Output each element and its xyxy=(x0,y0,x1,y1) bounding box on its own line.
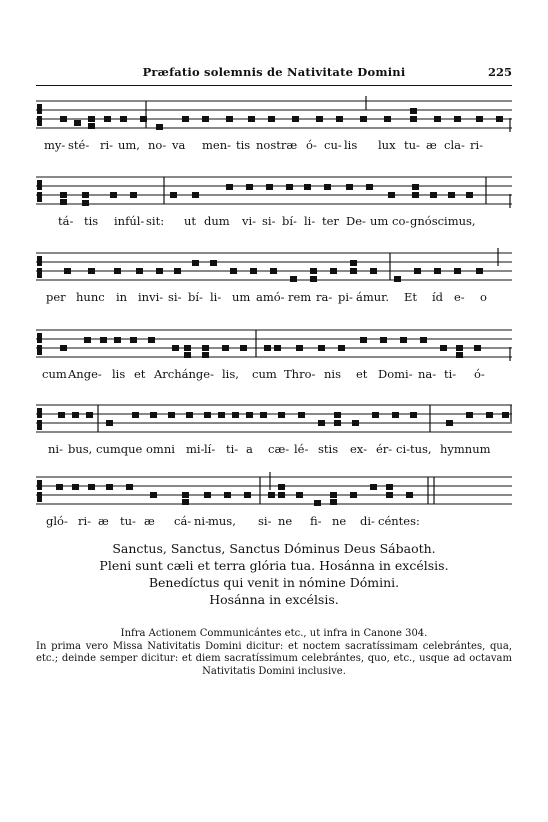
syllable: æ xyxy=(426,138,437,152)
c-clef-icon xyxy=(37,408,42,430)
syllable: æ xyxy=(98,514,109,528)
syllable: Thro- xyxy=(284,367,316,381)
syllable: Archánge- xyxy=(154,367,214,381)
syllable: gnóscimus, xyxy=(410,214,476,228)
syllable: Domi- xyxy=(378,367,413,381)
staff-4 xyxy=(34,325,514,365)
syllable: si- xyxy=(168,290,182,304)
syllable: li- xyxy=(210,290,222,304)
lyrics-line-3 xyxy=(34,290,514,308)
syllable: et xyxy=(356,367,368,381)
syllable: lis xyxy=(344,138,358,152)
syllable: bí- xyxy=(282,214,297,228)
staff-1 xyxy=(34,96,514,136)
syllable: stis xyxy=(318,442,339,456)
syllable: mi- xyxy=(186,442,205,456)
syllable: omni xyxy=(146,442,175,456)
rubric-communicantes: Infra Actionem Communicántes etc., ut infra in Canone 304. xyxy=(120,628,428,639)
syllable: Et xyxy=(404,290,418,304)
running-title: Præfatio solemnis de Nativitate Domini xyxy=(142,65,406,79)
syllable: cu- xyxy=(324,138,342,152)
lyrics-line-5 xyxy=(34,442,514,460)
header-rule xyxy=(36,85,512,86)
syllable: lis, xyxy=(222,367,239,381)
syllable: De- xyxy=(346,214,366,228)
syllable: ex- xyxy=(350,442,367,456)
syllable: infúl- xyxy=(114,214,145,228)
syllable: si- xyxy=(258,514,272,528)
syllable: cá- xyxy=(174,514,192,528)
c-clef-icon xyxy=(37,104,42,126)
syllable: pi- xyxy=(338,290,353,304)
syllable: ó- xyxy=(306,138,317,152)
syllable: ni- xyxy=(48,442,63,456)
syllable: lí- xyxy=(204,442,216,456)
syllable: um xyxy=(232,290,251,304)
syllable: bí- xyxy=(188,290,203,304)
syllable: æ xyxy=(144,514,155,528)
syllable: si- xyxy=(262,214,276,228)
syllable: um, xyxy=(118,138,140,152)
syllable: ri- xyxy=(100,138,114,152)
syllable: tu- xyxy=(120,514,136,528)
rubrics xyxy=(36,628,512,678)
syllable: ri- xyxy=(78,514,92,528)
syllable: nis xyxy=(324,367,341,381)
syllable: tis xyxy=(84,214,99,228)
syllable: íd xyxy=(432,290,444,304)
syllable: di- xyxy=(360,514,375,528)
syllable: ne xyxy=(332,514,347,528)
syllable: cæ- xyxy=(268,442,290,456)
syllable: e- xyxy=(454,290,465,304)
syllable: et xyxy=(134,367,146,381)
syllable: per xyxy=(46,290,66,304)
syllable: ti- xyxy=(444,367,457,381)
sanctus-text xyxy=(36,540,512,608)
syllable: hunc xyxy=(76,290,105,304)
syllable: my- xyxy=(44,138,66,152)
lyrics-line-1 xyxy=(34,138,514,156)
syllable: amó- xyxy=(256,290,285,304)
syllable: in xyxy=(116,290,128,304)
syllable: hymnum xyxy=(440,442,491,456)
syllable: va xyxy=(172,138,186,152)
syllable: ci- xyxy=(396,442,411,456)
staff-3 xyxy=(34,248,514,288)
syllable: ut xyxy=(184,214,197,228)
staff-5 xyxy=(34,400,514,440)
syllable: tis xyxy=(236,138,251,152)
staff-6 xyxy=(34,472,514,512)
syllable: sté- xyxy=(68,138,90,152)
syllable: tu- xyxy=(404,138,420,152)
syllable: ri- xyxy=(470,138,484,152)
syllable: o xyxy=(480,290,487,304)
syllable: no- xyxy=(148,138,167,152)
syllable: tus, xyxy=(410,442,432,456)
syllable: men- xyxy=(202,138,232,152)
syllable: invi- xyxy=(138,290,164,304)
syllable: co- xyxy=(392,214,410,228)
syllable: um xyxy=(370,214,389,228)
lyrics-line-4 xyxy=(34,367,514,385)
syllable: cumque xyxy=(96,442,143,456)
sanctus-line: Sanctus, Sanctus, Sanctus Dóminus Deus Sábaoth. xyxy=(112,541,436,556)
c-clef-icon xyxy=(37,180,42,202)
sanctus-line: Benedíctus qui venit in nómine Dómini. xyxy=(148,575,400,590)
syllable: ó- xyxy=(474,367,485,381)
sanctus-line: Pleni sunt cæli et terra glória tua. Hosánna in excélsis. xyxy=(99,558,449,573)
syllable: dum xyxy=(204,214,230,228)
syllable: sit: xyxy=(146,214,165,228)
syllable: lis xyxy=(112,367,126,381)
syllable: ter xyxy=(322,214,339,228)
lyrics-line-6 xyxy=(34,514,514,532)
c-clef-icon xyxy=(37,256,42,278)
syllable: li- xyxy=(304,214,316,228)
syllable: lux xyxy=(378,138,396,152)
syllable: a xyxy=(246,442,253,456)
syllable: Ange- xyxy=(68,367,102,381)
syllable: cum xyxy=(42,367,67,381)
c-clef-icon xyxy=(37,333,42,355)
syllable: ámur. xyxy=(356,290,390,304)
sanctus-line: Hosánna in excélsis. xyxy=(209,592,339,607)
syllable: rem xyxy=(288,290,312,304)
syllable: ne xyxy=(278,514,293,528)
rubric-prima-missa: In prima vero Missa Nativitatis Domini dicitur: et noctem sacratíssimam celebrántes, qua, etc.; deinde semper dicitur: et diem sacratíssimum celebrántes, quo, etc., usque ad octavam Nativitatis Domini inclusive. xyxy=(36,640,512,677)
syllable: ti- xyxy=(226,442,239,456)
lyrics-line-2 xyxy=(34,214,514,232)
c-clef-icon xyxy=(37,480,42,502)
syllable: nostræ xyxy=(256,138,298,152)
running-head xyxy=(36,65,512,83)
syllable: gló- xyxy=(46,514,68,528)
syllable: tá- xyxy=(58,214,74,228)
syllable: lé- xyxy=(294,442,309,456)
syllable: fi- xyxy=(310,514,322,528)
syllable: ra- xyxy=(316,290,333,304)
syllable: ér- xyxy=(376,442,393,456)
syllable: céntes: xyxy=(378,514,420,528)
page-number: 225 xyxy=(487,65,512,79)
syllable: na- xyxy=(418,367,437,381)
staff-2 xyxy=(34,172,514,212)
syllable: cum xyxy=(252,367,277,381)
syllable: ni- xyxy=(194,514,209,528)
syllable: mus, xyxy=(208,514,236,528)
syllable: vi- xyxy=(242,214,257,228)
syllable: bus, xyxy=(68,442,93,456)
syllable: cla- xyxy=(444,138,465,152)
